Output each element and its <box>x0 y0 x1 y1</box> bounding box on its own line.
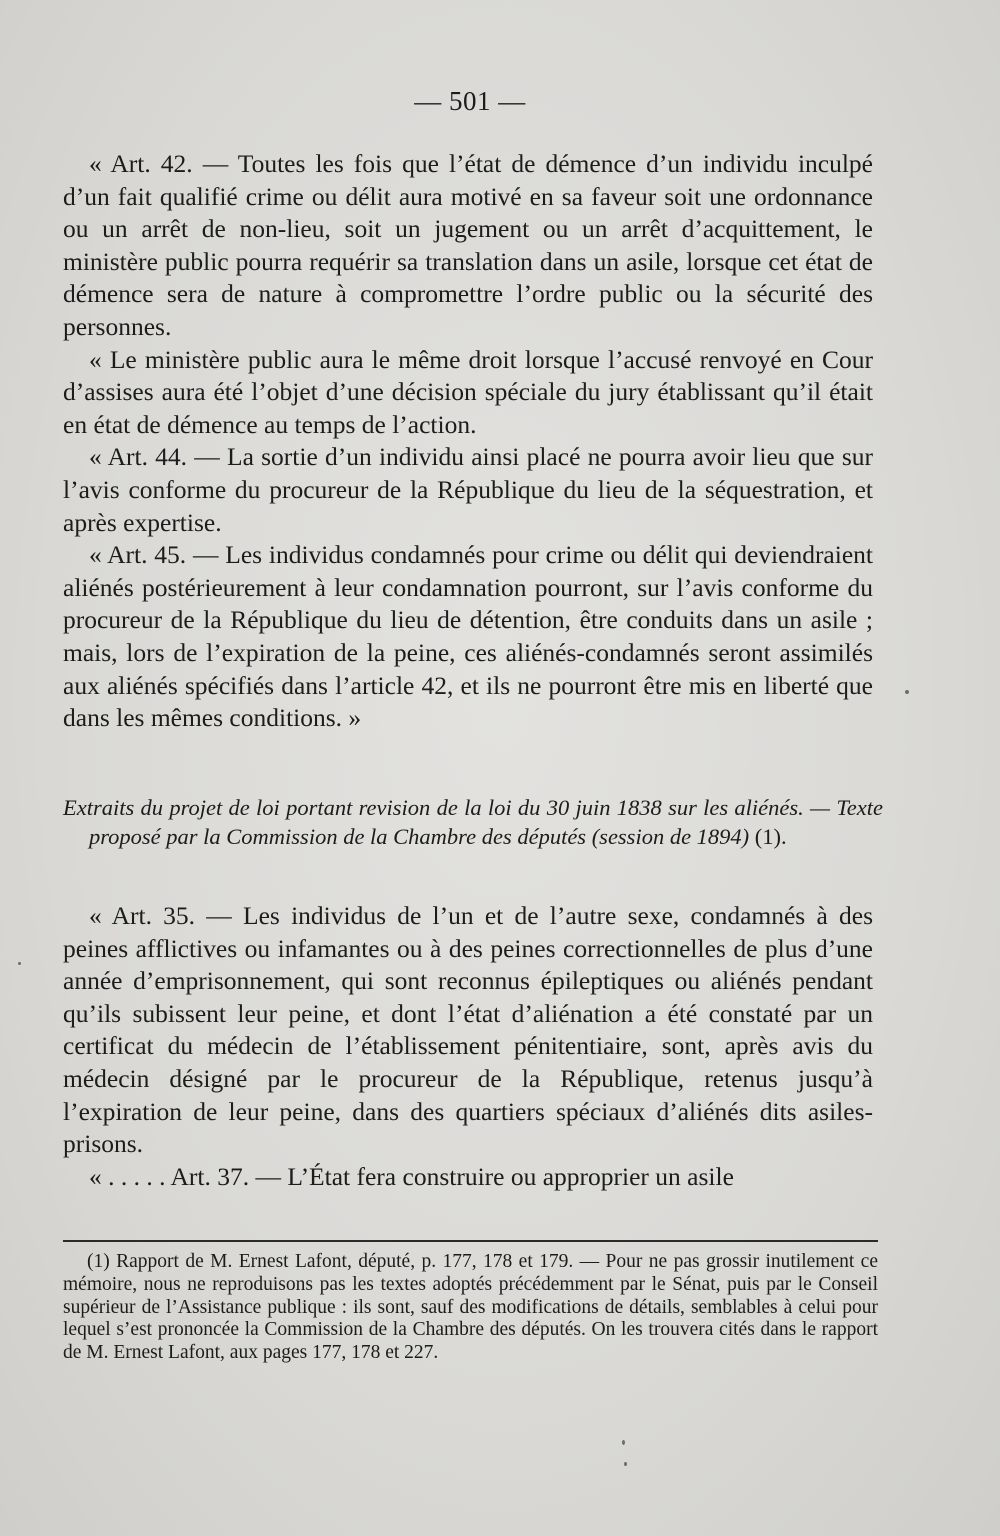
footnote-rule <box>63 1240 878 1242</box>
paragraph-art-44: « Art. 44. — La sortie d’un individu ainsi placé ne pourra avoir lieu que sur l’avis conforme du procureur de la République du lieu de la séquestration, et après expertise. <box>63 442 873 537</box>
paragraph-art-35: « Art. 35. — Les individus de l’un et de l’autre sexe, condamnés à des peines afflictives ou infamantes ou à des peines correctionnelles de plus d’une année d’emprisonnement, qui sont reconnus épileptiques ou aliénés pendant qu’ils subissent leur peine, et dont l’état d’aliénation a été constaté par un certificat du médecin de l’établissement pénitentiaire, sont, après avis du médecin désigné par le procureur de la République, retenus jusqu’à l’expiration de leur peine, dans des quartiers spéciaux d’aliénés dits asiles-prisons. <box>63 901 873 1159</box>
speck <box>622 1440 625 1445</box>
article-block-bottom <box>63 900 873 1193</box>
footnote-reference: (1). <box>749 823 787 849</box>
page-number: — 501 — <box>414 86 526 116</box>
paragraph-art-45: « Art. 45. — Les individus condamnés pour crime ou délit qui deviendraient aliénés postérieurement à leur condamnation pourront, sur l’avis conforme du procureur de la République du lieu de détention, être conduits dans un asile ; mais, lors de l’expiration de la peine, ces aliénés-condamnés seront assimilés aux aliénés spécifiés dans l’article 42, et ils ne pourront être mis en liberté que dans les mêmes conditions. » <box>63 540 873 733</box>
paragraph-art-42-cont: « Le ministère public aura le même droit lorsque l’accusé renvoyé en Cour d’assises aura été l’objet d’une décision spéciale du jury établissant qu’il était en état de démence au temps de l’action. <box>63 344 873 439</box>
extract-heading <box>63 794 883 851</box>
paragraph-art-42: « Art. 42. — Toutes les fois que l’état de démence d’un individu inculpé d’un fait qualifié crime ou délit aura motivé en sa faveur soit une ordonnance ou un arrêt de non-lieu, soit un jugement ou un arrêt d’acquittement, le ministère public pourra requérir sa translation dans un asile, lorsque cet état de démence sera de nature à compromettre l’ordre public ou la sécurité des personnes. <box>63 149 873 341</box>
extract-heading-text: Extraits du projet de loi portant revision de la loi du 30 juin 1838 sur les aliénés. — Texte proposé par la Commission de la Chambre des députés (session de 1894) <box>63 795 883 849</box>
speck <box>624 1462 627 1466</box>
footnote-text: (1) Rapport de M. Ernest Lafont, député, p. 177, 178 et 179. — Pour ne pas grossir inutilement ce mémoire, nous ne reproduisons pas les textes adoptés précédemment par le Sénat, puis par le Conseil supérieur de l’Assistance publique : ils sont, sauf des modifications de détails, semblables à celui pour lequel s’est prononcée la Commission de la Chambre des députés. On les trouvera cités dans le rapport de M. Ernest Lafont, aux pages 177, 178 et 227. <box>63 1251 878 1364</box>
speck <box>18 962 21 965</box>
footnote <box>63 1251 878 1365</box>
paragraph-art-37: « . . . . . Art. 37. — L’État fera construire ou approprier un asile <box>89 1161 734 1191</box>
speck <box>905 690 909 694</box>
article-block-top <box>63 148 873 735</box>
